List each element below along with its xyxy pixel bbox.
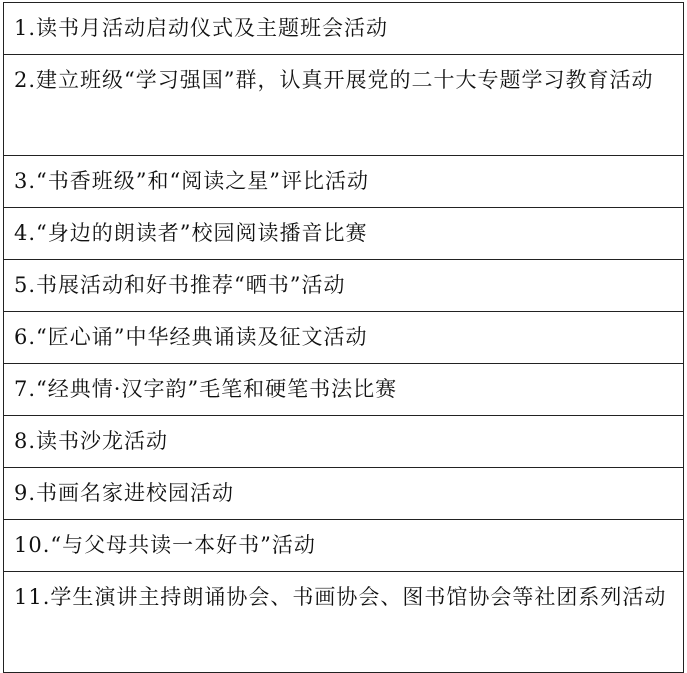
table-row [4,312,684,364]
table-row [4,364,684,416]
activity-item: 3.“书香班级”和“阅读之星”评比活动 [4,156,684,208]
table-row [4,156,684,208]
activity-item: 11.学生演讲主持朗诵协会、书画协会、图书馆协会等社团系列活动 [4,572,684,673]
table-row [4,208,684,260]
table-row [4,520,684,572]
activity-item: 6.“匠心诵”中华经典诵读及征文活动 [4,312,684,364]
activity-item: 5.书展活动和好书推荐“晒书”活动 [4,260,684,312]
activity-item: 2.建立班级“学习强国”群，认真开展党的二十大专题学习教育活动 [4,55,684,156]
activity-item: 10.“与父母共读一本好书”活动 [4,520,684,572]
table-row [4,3,684,55]
table-row [4,260,684,312]
activity-item: 1.读书月活动启动仪式及主题班会活动 [4,3,684,55]
activity-item: 7.“经典情·汉字韵”毛笔和硬笔书法比赛 [4,364,684,416]
activity-item: 8.读书沙龙活动 [4,416,684,468]
table-row [4,572,684,673]
activity-item: 4.“身边的朗读者”校园阅读播音比赛 [4,208,684,260]
activity-list-table [3,2,684,673]
activity-item: 9.书画名家进校园活动 [4,468,684,520]
table-row [4,468,684,520]
table-row [4,416,684,468]
table-row [4,55,684,156]
